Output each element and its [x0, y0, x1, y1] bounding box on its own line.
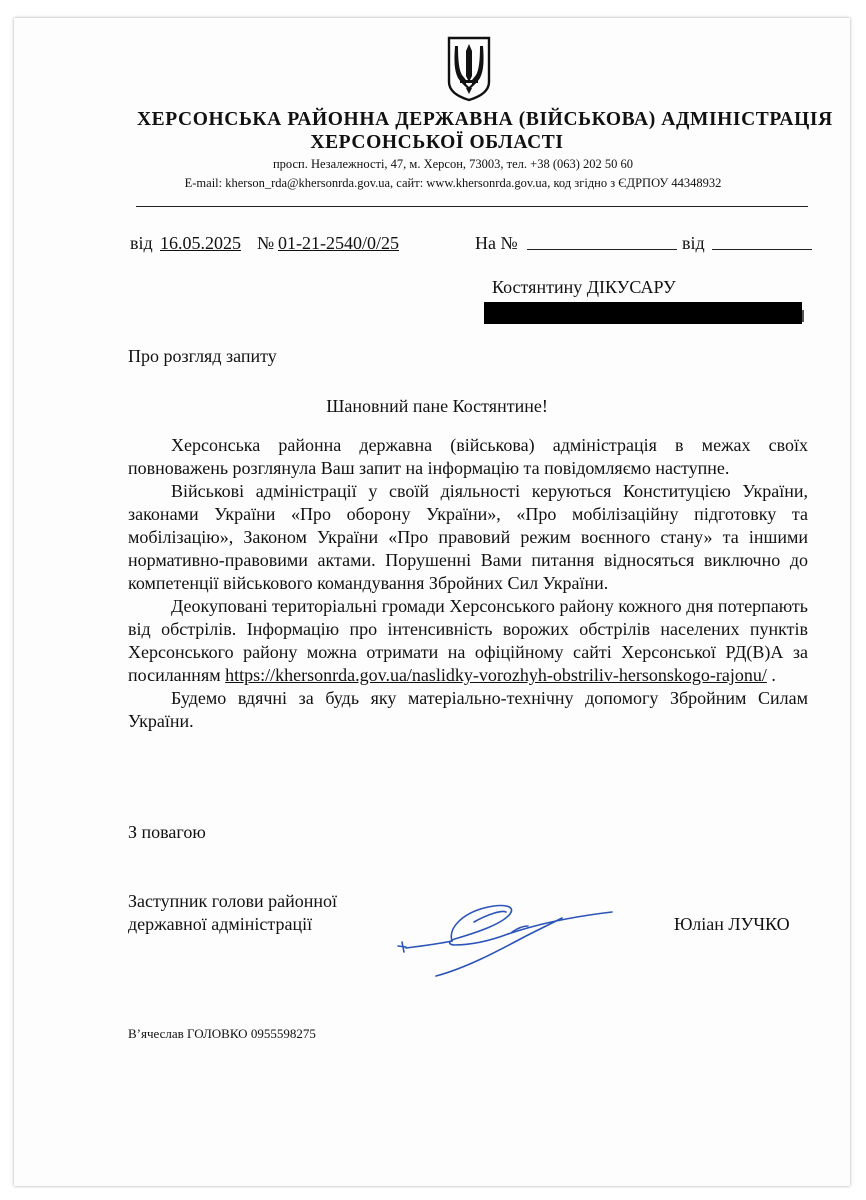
reply-number-blank [527, 233, 677, 255]
reply-date-prefix: від [682, 233, 705, 253]
org-address: просп. Незалежності, 47, м. Херсон, 73003, тел. +38 (063) 202 50 60 [272, 157, 634, 171]
letter-subject: Про розгляд запиту [128, 346, 277, 366]
body-paragraph-2: Військові адміністрації у своїй діяльності керуються Конституцією України, законами України «Про оборону України», «Про мобілізаційну підготовку та мобілізацію», Законом України «Про правовий режим воєнного стану» та іншими нормативно-правовими актами. Порушенні Вами питання відносяться виключно до компетенції військового командування Збройних Сил України. [128, 481, 808, 593]
signatory-name: Юліан ЛУЧКО [674, 914, 790, 934]
registration-date-prefix: від [130, 233, 153, 253]
redacted-address [484, 302, 802, 324]
trident-icon [446, 36, 492, 102]
reply-number-prefix: На № [475, 233, 518, 253]
closing-phrase: З повагою [128, 822, 206, 842]
registration-number: 01-21-2540/0/25 [278, 233, 399, 253]
org-name-line1: ХЕРСОНСЬКА РАЙОННА ДЕРЖАВНА (ВІЙСЬКОВА) АДМІНІСТРАЦІЯ [137, 109, 833, 130]
body-paragraph-3 [128, 595, 808, 687]
body-paragraph-1: Херсонська районна державна (військова) адміністрація в межах своїх повноважень розглянула Ваш запит на інформацію та повідомляємо наступне. [128, 435, 808, 478]
org-name-line2: ХЕРСОНСЬКОЇ ОБЛАСТІ [310, 132, 564, 153]
header-divider [136, 206, 808, 207]
registration-date: 16.05.2025 [160, 233, 241, 253]
signatory-position-line2: державної адміністрації [128, 914, 313, 934]
body-paragraph-3-end: . [766, 665, 776, 685]
letter-body [128, 434, 808, 733]
handwritten-signature [392, 892, 622, 980]
redaction-edge [802, 310, 804, 322]
reply-date-blank [712, 233, 812, 255]
org-contacts: E-mail: kherson_rda@khersonrda.gov.ua, сайт: www.khersonrda.gov.ua, код згідно з ЄДРПОУ 44348932 [184, 176, 722, 190]
body-paragraph-3-text: Деокуповані територіальні громади Херсонського району кожного дня потерпають від обстрілів. Інформацію про інтенсивність ворожих обстрілів населених пунктів Херсонського району можна отримати на офіційному сайті Херсонської РД(В)А за посиланням [128, 596, 808, 685]
body-paragraph-4: Будемо вдячні за будь яку матеріально-технічну допомогу Збройним Силам України. [128, 688, 808, 731]
signatory-position-line1: Заступник голови районної [128, 891, 337, 911]
recipient-name: Костянтину ДІКУСАРУ [492, 277, 676, 297]
letter-greeting: Шановний пане Костянтине! [326, 396, 548, 416]
registration-number-prefix: № [257, 233, 275, 253]
executor-contact: В’ячеслав ГОЛОВКО 0955598275 [128, 1026, 316, 1041]
shelling-info-link[interactable]: https://khersonrda.gov.ua/naslidky-vorozhyh-obstriliv-hersonskogo-rajonu/ [225, 665, 767, 685]
